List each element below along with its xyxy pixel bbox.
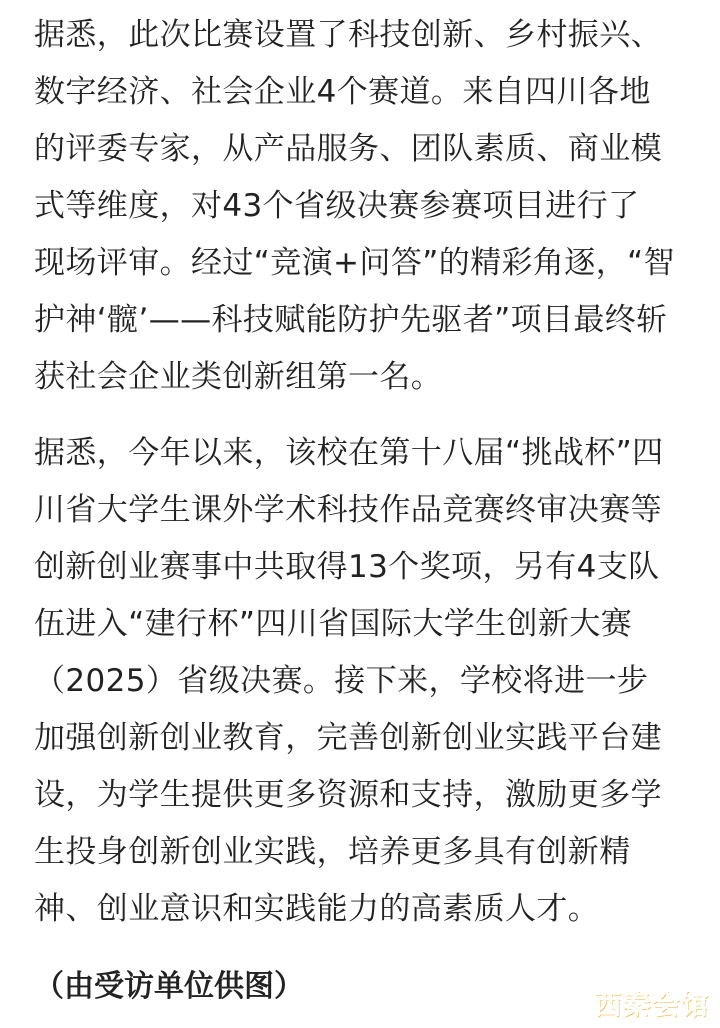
article-body [34, 0, 694, 1015]
text-line: 现场评审。经过“竞演+问答”的精彩角逐，“智 [34, 245, 675, 281]
text-line: （2025）省级决赛。接下来，学校将进一步 [34, 663, 649, 699]
text-line: 川省大学生课外学术科技作品竞赛终审决赛等 [34, 492, 662, 528]
article-paragraph-1 [34, 7, 694, 406]
text-line: 据悉，此次比赛设置了科技创新、乡村振兴、 [34, 17, 662, 53]
image-caption: （由受访单位供图） [34, 969, 304, 1004]
text-line: 据悉，今年以来，该校在第十八届“挑战杯”四 [34, 435, 664, 471]
text-line: 设，为学生提供更多资源和支持，激励更多学 [34, 777, 662, 813]
text-line: 创新创业赛事中共取得13个奖项，另有4支队 [34, 549, 660, 585]
text-line: 护神‘髋’——科技赋能防护先驱者”项目最终斩 [34, 302, 668, 338]
watermark-logo: 西秦会馆 [594, 990, 710, 1021]
text-line: 获社会企业类创新组第一名。 [34, 359, 443, 395]
text-line: 伍进入“建行杯”四川省国际大学生创新大赛 [34, 606, 633, 642]
text-line: 加强创新创业教育，完善创新创业实践平台建 [34, 720, 662, 756]
article-paragraph-2 [34, 425, 694, 938]
text-line: 生投身创新创业实践，培养更多具有创新精 [34, 834, 631, 870]
text-line: 式等维度，对43个省级决赛参赛项目进行了 [34, 188, 640, 224]
text-line: 数字经济、社会企业4个赛道。来自四川各地 [34, 74, 651, 110]
text-line: 的评委专家，从产品服务、团队素质、商业模 [34, 131, 662, 167]
text-line: 神、创业意识和实践能力的高素质人才。 [34, 891, 600, 927]
